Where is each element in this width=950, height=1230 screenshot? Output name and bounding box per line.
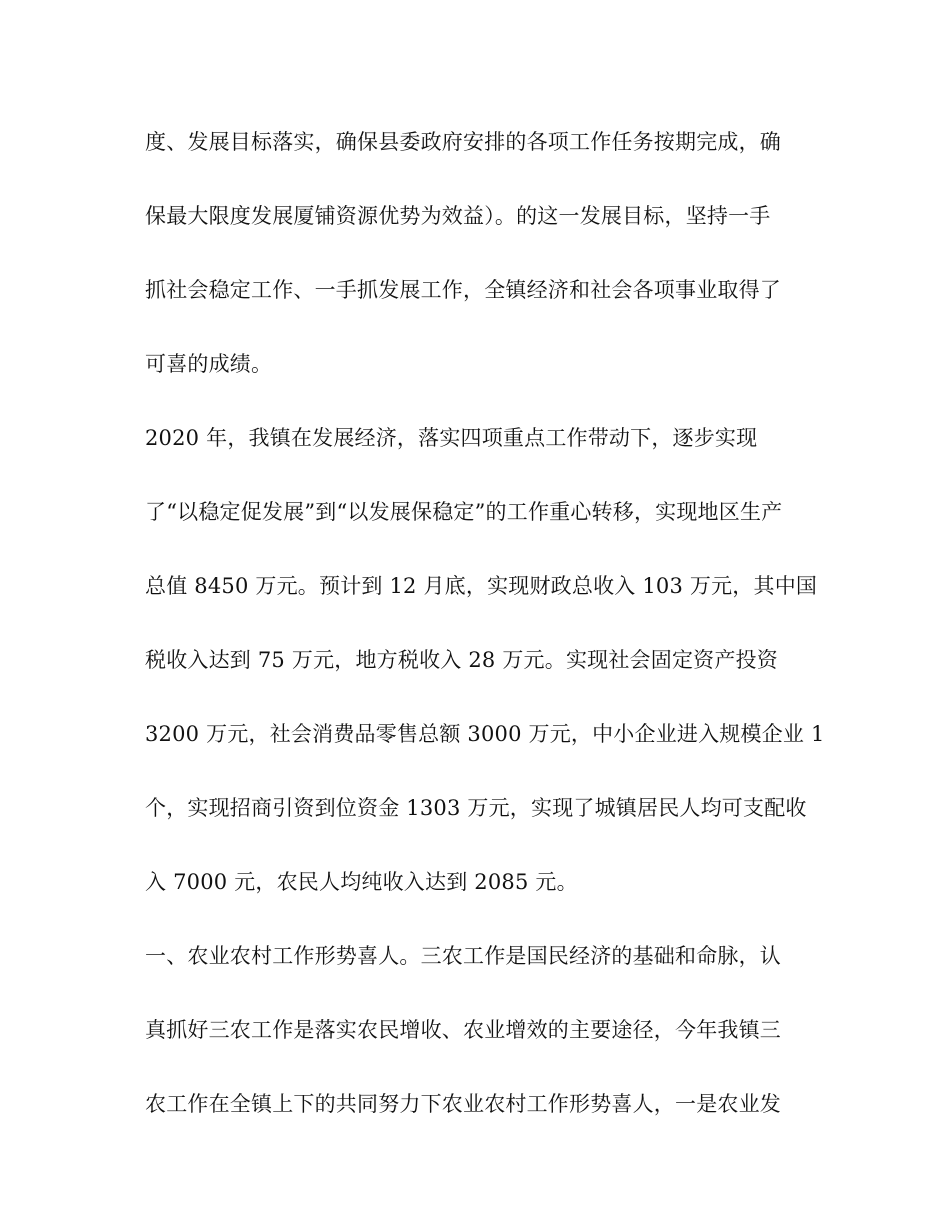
paragraph-line: 抓社会稳定工作、一手抓发展工作，全镇经济和社会各项事业取得了 [145, 278, 781, 302]
paragraph-line: 税收入达到 75 万元，地方税收入 28 万元。实现社会固定资产投资 [145, 648, 778, 672]
paragraph-line: 保最大限度发展厦铺资源优势为效益）。的这一发展目标，坚持一手 [145, 204, 771, 228]
paragraph-line: 可喜的成绩。 [145, 352, 273, 376]
paragraph-line: 一、农业农村工作形势喜人。三农工作是国民经济的基础和命脉，认 [145, 944, 781, 968]
paragraph-line: 真抓好三农工作是落实农民增收、农业增效的主要途径，今年我镇三 [145, 1018, 781, 1042]
paragraph-line: 度、发展目标落实，确保县委政府安排的各项工作任务按期完成，确 [145, 130, 781, 154]
paragraph-line: 个，实现招商引资到位资金 1303 万元，实现了城镇居民人均可支配收 [145, 796, 807, 820]
paragraph-line: 总值 8450 万元。预计到 12 月底，实现财政总收入 103 万元，其中国 [145, 574, 818, 598]
paragraph-line: 农工作在全镇上下的共同努力下农业农村工作形势喜人，一是农业发 [145, 1092, 781, 1116]
paragraph-line: 2020 年，我镇在发展经济，落实四项重点工作带动下，逐步实现 [145, 426, 758, 450]
paragraph-line: 了“以稳定促发展”到“以发展保稳定”的工作重心转移，实现地区生产 [145, 500, 783, 524]
paragraph-line: 3200 万元，社会消费品零售总额 3000 万元，中小企业进入规模企业 1 [145, 722, 825, 746]
paragraph-line: 入 7000 元，农民人均纯收入达到 2085 元。 [145, 870, 578, 894]
